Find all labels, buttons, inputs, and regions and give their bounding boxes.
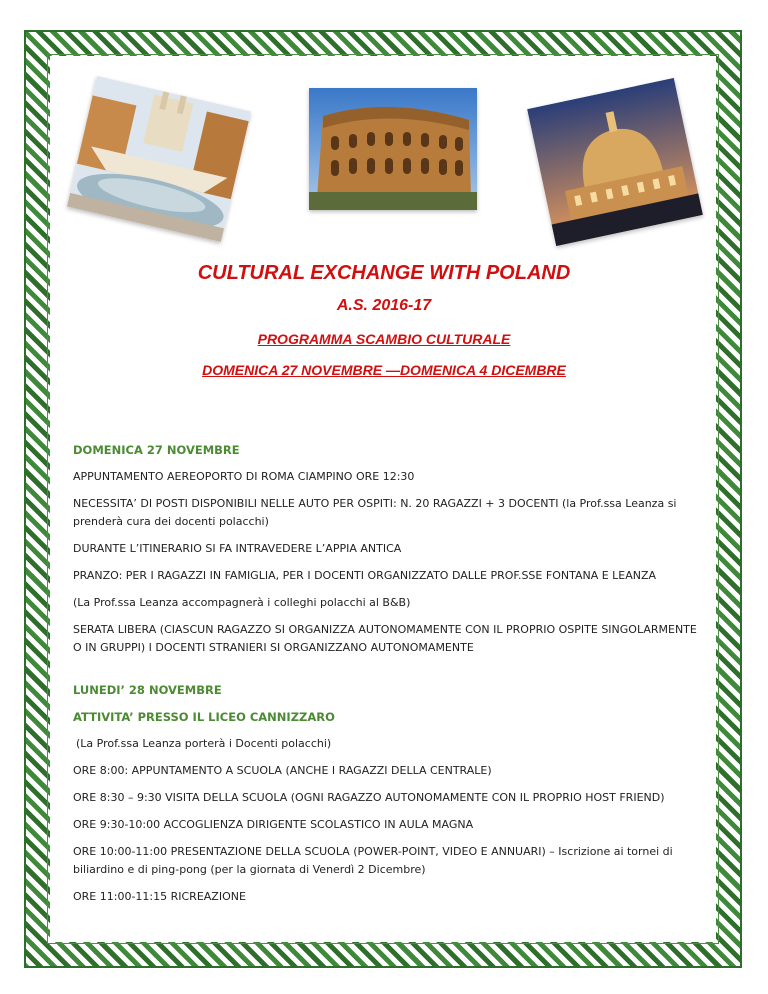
schedule-line: (La Prof.ssa Leanza porterà i Docenti polacchi) xyxy=(76,737,332,750)
schedule-line: (La Prof.ssa Leanza accompagnerà i colleghi polacchi al B&B) xyxy=(73,596,411,609)
schedule-content xyxy=(73,441,698,915)
day-heading: DOMENICA 27 NOVEMBRE xyxy=(73,443,240,457)
colosseum-image xyxy=(309,88,477,210)
programme-title: PROGRAMMA SCAMBIO CULTURALE xyxy=(257,331,511,347)
date-range: DOMENICA 27 NOVEMBRE —DOMENICA 4 DICEMBRE xyxy=(202,362,566,378)
schedule-line: ORE 9:30-10:00 ACCOGLIENZA DIRIGENTE SCOLASTICO IN AULA MAGNA xyxy=(73,818,474,831)
schedule-line: ORE 8:30 – 9:30 VISITA DELLA SCUOLA (OGNI RAGAZZO AUTONOMAMENTE CON IL PROPRIO HOST FRIEND) xyxy=(73,791,665,804)
schedule-line: ORE 10:00-11:00 PRESENTAZIONE DELLA SCUOLA (POWER-POINT, VIDEO E ANNUARI) – Iscrizione ai tornei di biliardino e di ping-pong (per la giornata di Venerdì 2 Dicembre) xyxy=(73,845,673,876)
day-heading: LUNEDI’ 28 NOVEMBRE xyxy=(73,683,222,697)
schedule-line: PRANZO: PER I RAGAZZI IN FAMIGLIA, PER I DOCENTI ORGANIZZATO DALLE PROF.SSE FONTANA E LEANZA xyxy=(73,569,657,582)
schedule-line: ORE 11:00-11:15 RICREAZIONE xyxy=(73,890,246,903)
school-year: A.S. 2016-17 xyxy=(336,297,432,314)
event-title: CULTURAL EXCHANGE WITH POLAND xyxy=(197,262,571,284)
schedule-line: ORE 8:00: APPUNTAMENTO A SCUOLA (ANCHE I RAGAZZI DELLA CENTRALE) xyxy=(73,764,492,777)
schedule-line: DURANTE L’ITINERARIO SI FA INTRAVEDERE L’APPIA ANTICA xyxy=(73,542,402,555)
schedule-line: NECESSITA’ DI POSTI DISPONIBILI NELLE AUTO PER OSPITI: N. 20 RAGAZZI + 3 DOCENTI (la Prof.ssa Leanza si prenderà cura dei docenti polacchi) xyxy=(73,497,677,528)
schedule-line: SERATA LIBERA (CIASCUN RAGAZZO SI ORGANIZZA AUTONOMAMENTE CON IL PROPRIO OSPITE SINGOLARMENTE O IN GRUPPI) I DOCENTI STRANIERI SI ORGANIZZANO AUTONOMAMENTE xyxy=(73,623,697,654)
schedule-line: APPUNTAMENTO AEREOPORTO DI ROMA CIAMPINO ORE 12:30 xyxy=(73,470,415,483)
activity-heading: ATTIVITA’ PRESSO IL LICEO CANNIZZARO xyxy=(73,710,335,724)
